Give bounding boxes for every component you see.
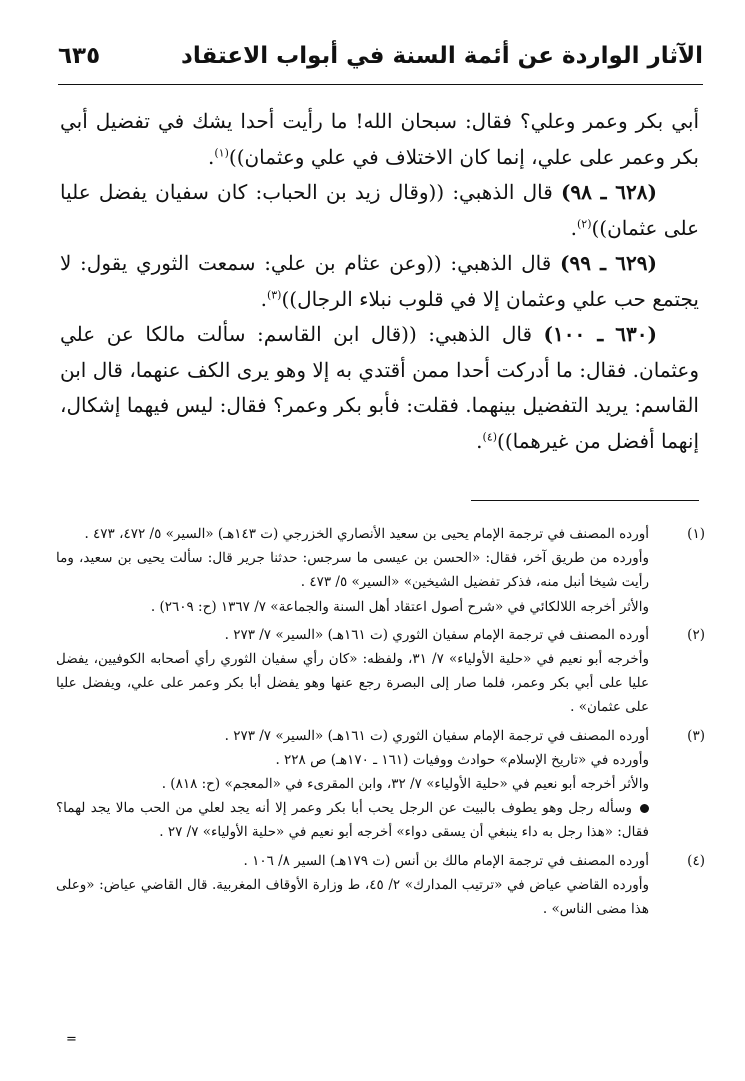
running-title: الآثار الواردة عن أئمة السنة في أبواب الاعتقاد	[181, 43, 703, 69]
main-text	[60, 104, 699, 459]
footnote-line: وأورده في «تاريخ الإسلام» حوادث ووفيات (١٦١ ـ ١٧٠هـ) ص ٢٢٨ .	[275, 751, 649, 768]
footnote-line: والأثر أخرجه اللالكائي في «شرح أصول اعتقاد أهل السنة والجماعة» ٧/ ١٣٦٧ (ح: ٢٦٠٩) .	[150, 598, 649, 615]
footnote-4	[56, 849, 705, 922]
paragraph-629	[60, 246, 699, 317]
footnote-label: (١)	[687, 526, 705, 542]
footnote-separator	[471, 500, 699, 501]
footnote-line: أورده المصنف في ترجمة الإمام سفيان الثوري (ت ١٦١هـ) «السير» ٧/ ٢٧٣ .	[224, 727, 649, 744]
footnote-line: وأخرجه أبو نعيم في «حلية الأولياء» ٧/ ٣١، ولفظه: «كان رأي سفيان الثوري رأي أصحابه الكوفيين، يفضل عليا على أبي بكر وعمر، فلما صار إلى البصرة رجع عنها وهو يفضل أبا بكر وعمر على علي، ويفضل عليا على عثمان» .	[56, 651, 649, 716]
footnote-line: أورده المصنف في ترجمة الإمام يحيى بن سعيد الأنصاري الخزرجي (ت ١٤٣هـ) «السير» ٥/ ٤٧٢، ٤٧٣ .	[84, 526, 649, 542]
paragraph-text: قال الذهبي: ((قال ابن القاسم: سألت مالكا عن علي وعثمان. فقال: ما أدركت أحدا ممن أقتدي به إلا وهو يرى الكف عنهما، قال ابن القاسم: يريد التفضيل بينهما. فقلت: فأبو بكر وعمر؟ فقال: ليس فيهما إشكال، إنهما أفضل من غيرهما))	[60, 322, 700, 453]
footnote-line-text: وسأله رجل وهو يطوف بالبيت عن الرجل يحب أبا بكر وعمر إلا أنه يجد لعلي من الحب مالا يجد لهما؟ فقال: «هذا رجل به داء ينبغي أن يسقى دواء» أخرجه أبو نعيم في «حلية الأولياء» ٧/ ٢٧ .	[56, 800, 649, 841]
paragraph-end: .	[260, 286, 267, 311]
header-divider	[58, 84, 703, 85]
paragraph-end: .	[208, 144, 215, 169]
narration-number: (٦٢٩ ـ ٩٩)	[559, 251, 657, 275]
footnote-line: أورده المصنف في ترجمة الإمام مالك بن أنس (ت ١٧٩هـ) السير ٨/ ١٠٦ .	[243, 852, 649, 869]
end-mark: =	[66, 1032, 77, 1047]
footnote-1	[56, 522, 705, 619]
footnote-ref-4[interactable]: (٤)	[482, 429, 498, 443]
footnote-label: (٣)	[687, 727, 705, 744]
narration-number: (٦٢٨ ـ ٩٨)	[560, 180, 657, 204]
paragraph-end: .	[476, 428, 483, 453]
bullet-icon	[640, 804, 649, 813]
paragraph-end: .	[570, 215, 577, 240]
footnote-line: أورده المصنف في ترجمة الإمام سفيان الثوري (ت ١٦١هـ) «السير» ٧/ ٢٧٣ .	[224, 626, 649, 643]
footnote-2	[56, 623, 705, 720]
paragraph-628	[60, 175, 699, 246]
footnote-ref-3[interactable]: (٣)	[266, 287, 282, 301]
footnote-line: وأورده القاضي عياض في «ترتيب المدارك» ٢/ ٤٥، ط وزارة الأوقاف المغربية. قال القاضي عياض: «وعلى هذا مضى الناس» .	[56, 876, 649, 918]
narration-number: (٦٣٠ ـ ١٠٠)	[543, 322, 657, 346]
paragraph-text: قال الذهبي: ((وعن عثام بن علي: سمعت الثوري يقول: لا يجتمع حب علي وعثمان إلا في قلوب نبلاء الرجال))	[60, 251, 699, 311]
footnote-label: (٤)	[687, 852, 705, 869]
footnote-3	[56, 724, 705, 845]
footnote-line: وأورده من طريق آخر، فقال: «الحسن بن عيسى ما سرجس: حدثنا جرير قال: سألت يحيى بن سعيد، وما رأيت شيخا أنبل منه، فذكر تفضيل الشيخين» «السير» ٥/ ٤٧٣ .	[56, 550, 649, 591]
footnote-line-bulleted	[56, 796, 649, 844]
page-header	[58, 34, 703, 84]
paragraph-1	[60, 104, 699, 175]
footnote-line: والأثر أخرجه أبو نعيم في «حلية الأولياء» ٧/ ٣٢، وابن المقرىء في «المعجم» (ح: ٨١٨) .	[161, 776, 649, 793]
paragraph-text: أبي بكر وعمر وعلي؟ فقال: سبحان الله! ما رأيت أحدا يشك في تفضيل أبي بكر وعمر على علي، إنما كان الاختلاف في علي وعثمان))	[60, 109, 699, 169]
paragraph-630	[60, 317, 699, 459]
footnotes-section	[56, 522, 705, 925]
footnote-ref-1[interactable]: (١)	[214, 145, 229, 159]
footnote-label: (٢)	[687, 626, 705, 643]
footnote-ref-2[interactable]: (٢)	[576, 216, 592, 230]
page-number: ٦٣٥	[58, 43, 101, 69]
paragraph-text: قال الذهبي: ((وقال زيد بن الحباب: كان سفيان يفضل عليا على عثمان))	[60, 180, 699, 240]
